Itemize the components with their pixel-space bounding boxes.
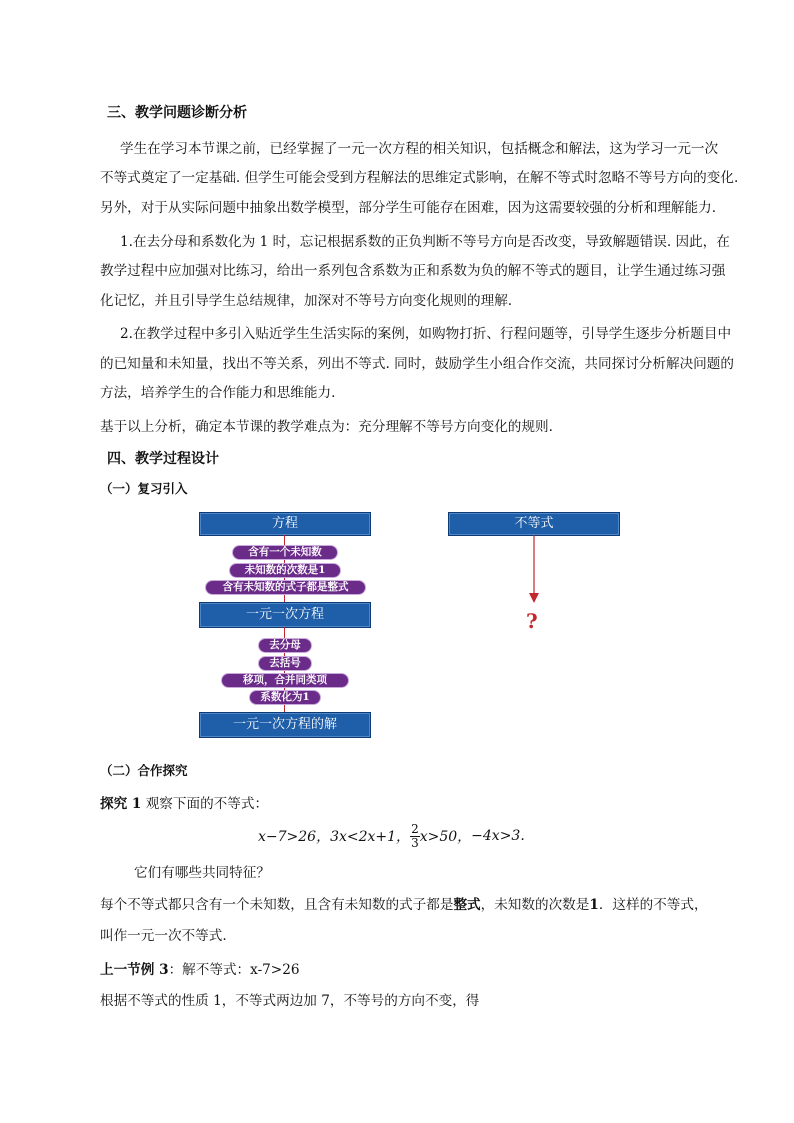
- subheading-review: （一）复习引入: [100, 481, 188, 496]
- subheading-explore: （二）合作探究: [100, 763, 188, 778]
- para3-line3: 方法，培养学生的合作能力和思维能力.: [100, 385, 336, 401]
- para1-line3: 另外，对于从实际问题中抽象出数学模型，部分学生可能存在困难，因为这需要较强的分析和理解能力.: [100, 200, 717, 216]
- example-label: 上一节例 3: [100, 962, 169, 978]
- example-text: ：解不等式：x-7>26: [168, 962, 300, 978]
- inequality-list: [258, 815, 525, 857]
- conclusion: 基于以上分析，确定本节课的教学难点为：充分理解不等号方向变化的规则.: [100, 419, 553, 435]
- common-feature-question: 它们有哪些共同特征？: [134, 865, 270, 881]
- fraction-denominator: 3: [411, 835, 419, 850]
- inequality-2: 3x<2x+1，: [330, 829, 411, 845]
- explore-label: 探究 1: [100, 796, 142, 812]
- box-linear-equation: 一元一次方程: [199, 602, 371, 628]
- section4-heading: 四、教学过程设计: [107, 451, 219, 467]
- answer-line-2: 叫作一元一次不等式.: [100, 928, 227, 944]
- answer-text-e: ．这样的不等式，: [598, 897, 708, 913]
- inequality-4: −4x>3.: [471, 828, 525, 844]
- para3-line2: 的已知量和未知量，找出不等关系，列出不等式. 同时，鼓励学生小组合作交流，共同探讨分析解决问题的: [100, 356, 734, 372]
- pill-remove-denominator: 去分母: [258, 638, 312, 653]
- pill-polynomial: 含有未知数的式子都是整式: [205, 580, 366, 595]
- section3-heading: 三、教学问题诊断分析: [107, 105, 247, 121]
- fraction-numerator: 2: [411, 821, 419, 836]
- explore-prompt-line: [100, 792, 268, 812]
- para3-line1: 2.在教学过程中多引入贴近学生生活实际的案例，如购物打折、行程问题等，引导学生逐步分析题目中: [120, 326, 732, 342]
- answer-keyword-polynomial: 整式: [453, 897, 481, 913]
- inequality-3: x>50，: [419, 829, 472, 845]
- para1-line1: 学生在学习本节课之前，已经掌握了一元一次方程的相关知识，包括概念和解法，这为学习一元一次: [120, 141, 719, 157]
- explore-prompt: 观察下面的不等式：: [145, 796, 269, 812]
- para2-line1: 1.在去分母和系数化为 1 时，忘记根据系数的正负判断不等号方向是否改变，导致解题错误. 因此，在: [120, 234, 730, 250]
- answer-keyword-degree: 1: [589, 897, 599, 913]
- pill-coefficient-one: 系数化为1: [249, 690, 321, 705]
- question-mark: ?: [526, 609, 538, 633]
- inequality-1: x−7>26，: [258, 829, 331, 845]
- example-line: [100, 958, 300, 978]
- pill-move-combine: 移项，合并同类项: [221, 673, 349, 688]
- para1-line2: 不等式奠定了一定基础. 但学生可能会受到方程解法的思维定式影响，在解不等式时忽略不等号方向的变化.: [100, 170, 739, 186]
- answer-text-c: ，未知数的次数是: [480, 897, 590, 913]
- last-line: 根据不等式的性质 1，不等式两边加 7，不等号的方向不变，得: [100, 993, 480, 1009]
- box-equation: 方程: [199, 512, 371, 536]
- fraction-two-thirds: [410, 823, 420, 850]
- answer-text-a: 每个不等式都只含有一个未知数，且含有未知数的式子都是: [100, 897, 454, 913]
- answer-line-1: [100, 893, 708, 913]
- para2-line3: 化记忆，并且引导学生总结规律，加深对不等号方向变化规则的理解.: [100, 293, 513, 309]
- box-inequality: 不等式: [448, 512, 620, 536]
- para2-line2: 教学过程中应加强对比练习，给出一系列包含系数为正和系数为负的解不等式的题目，让学生通过练习强: [100, 263, 726, 279]
- box-equation-solution: 一元一次方程的解: [199, 712, 371, 738]
- pill-remove-brackets: 去括号: [258, 656, 312, 671]
- arrow-down-icon: [527, 535, 541, 605]
- pill-degree-one: 未知数的次数是1: [229, 563, 341, 578]
- pill-one-unknown: 含有一个未知数: [232, 545, 338, 560]
